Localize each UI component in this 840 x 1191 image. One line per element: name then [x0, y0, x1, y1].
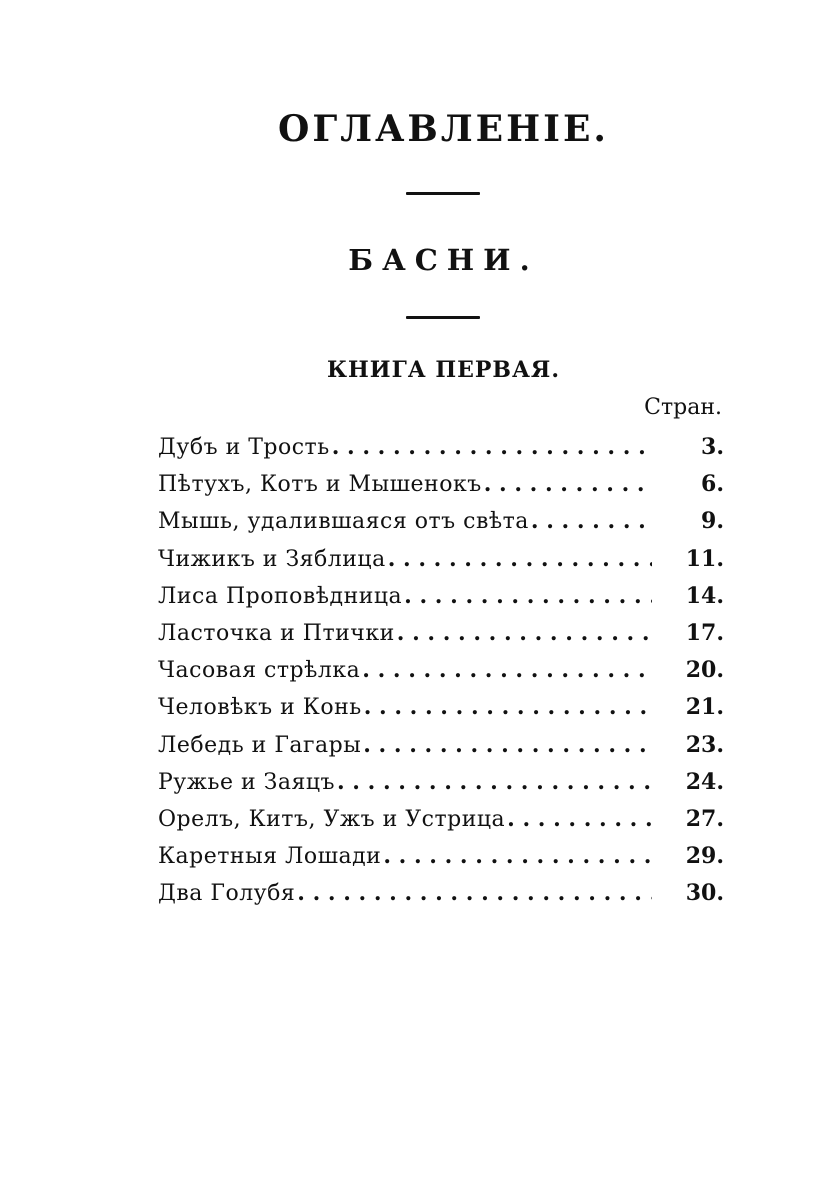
dot-leader	[397, 615, 652, 652]
contents-title: ОГЛАВЛЕНІЕ.	[278, 108, 609, 150]
toc-entry	[158, 801, 724, 838]
toc-entry	[158, 689, 724, 726]
toc-entry-page: 30.	[685, 880, 724, 907]
dot-leader	[531, 503, 652, 540]
ornamental-rule-top	[406, 192, 480, 195]
toc-entry	[158, 764, 724, 801]
toc-entry	[158, 429, 724, 466]
toc-entry-page: 20.	[685, 657, 724, 684]
page-column-label: Стран.	[644, 395, 722, 420]
toc-entry-title: Лебедь и Гагары	[158, 732, 362, 758]
toc-entry-page: 17.	[685, 619, 724, 646]
dot-leader	[297, 875, 652, 912]
table-of-contents	[158, 429, 724, 912]
toc-entry	[158, 875, 724, 912]
toc-entry	[158, 578, 724, 615]
toc-entry	[158, 541, 724, 578]
toc-entry-title: Каретныя Лошади	[158, 844, 382, 870]
dot-leader	[484, 466, 652, 503]
toc-entry-page: 23.	[685, 731, 724, 758]
dot-leader	[337, 764, 652, 801]
toc-entry-title: Мышь, удалившаяся отъ свѣта	[158, 509, 529, 535]
toc-entry	[158, 466, 724, 503]
toc-entry-title: Орелъ, Китъ, Ужъ и Устрица	[158, 806, 506, 832]
toc-entry-page: 21.	[685, 694, 724, 721]
dot-leader	[332, 429, 652, 466]
toc-entry-page: 11.	[685, 545, 724, 572]
ornamental-rule-bottom	[406, 316, 480, 319]
toc-entry-page: 27.	[685, 805, 724, 832]
toc-entry-title: Человѣкъ и Конь	[158, 695, 362, 721]
toc-entry-title: Ласточка и Птички	[158, 620, 395, 646]
toc-entry-page: 6.	[701, 471, 724, 498]
toc-entry	[158, 615, 724, 652]
section-title: БАСНИ.	[348, 243, 539, 277]
toc-entry-title: Ружье и Заяцъ	[158, 769, 335, 795]
book-title: КНИГА ПЕРВАЯ.	[326, 357, 560, 383]
toc-entry-page: 9.	[701, 508, 724, 535]
toc-entry-page: 24.	[685, 768, 724, 795]
dot-leader	[383, 838, 652, 875]
toc-entry-title: Часовая стрѣлка	[158, 658, 361, 684]
dot-leader	[362, 652, 652, 689]
toc-entry	[158, 652, 724, 689]
toc-entry-page: 14.	[685, 582, 724, 609]
toc-entry-title: Чижикъ и Зяблица	[158, 546, 386, 572]
dot-leader	[507, 801, 652, 838]
toc-entry	[158, 727, 724, 764]
toc-entry-title: Дубъ и Трость	[158, 435, 330, 460]
toc-entry-page: 3.	[701, 434, 724, 460]
toc-entry-page: 29.	[685, 843, 724, 870]
toc-entry-title: Два Голубя	[158, 881, 296, 907]
toc-entry	[158, 503, 724, 540]
toc-entry	[158, 838, 724, 875]
toc-entry-title: Пѣтухъ, Котъ и Мышенокъ	[158, 472, 482, 498]
dot-leader	[404, 578, 652, 615]
dot-leader	[388, 541, 652, 578]
dot-leader	[364, 689, 652, 726]
toc-entry-title: Лиса Проповѣдница	[158, 583, 403, 609]
dot-leader	[363, 727, 652, 764]
